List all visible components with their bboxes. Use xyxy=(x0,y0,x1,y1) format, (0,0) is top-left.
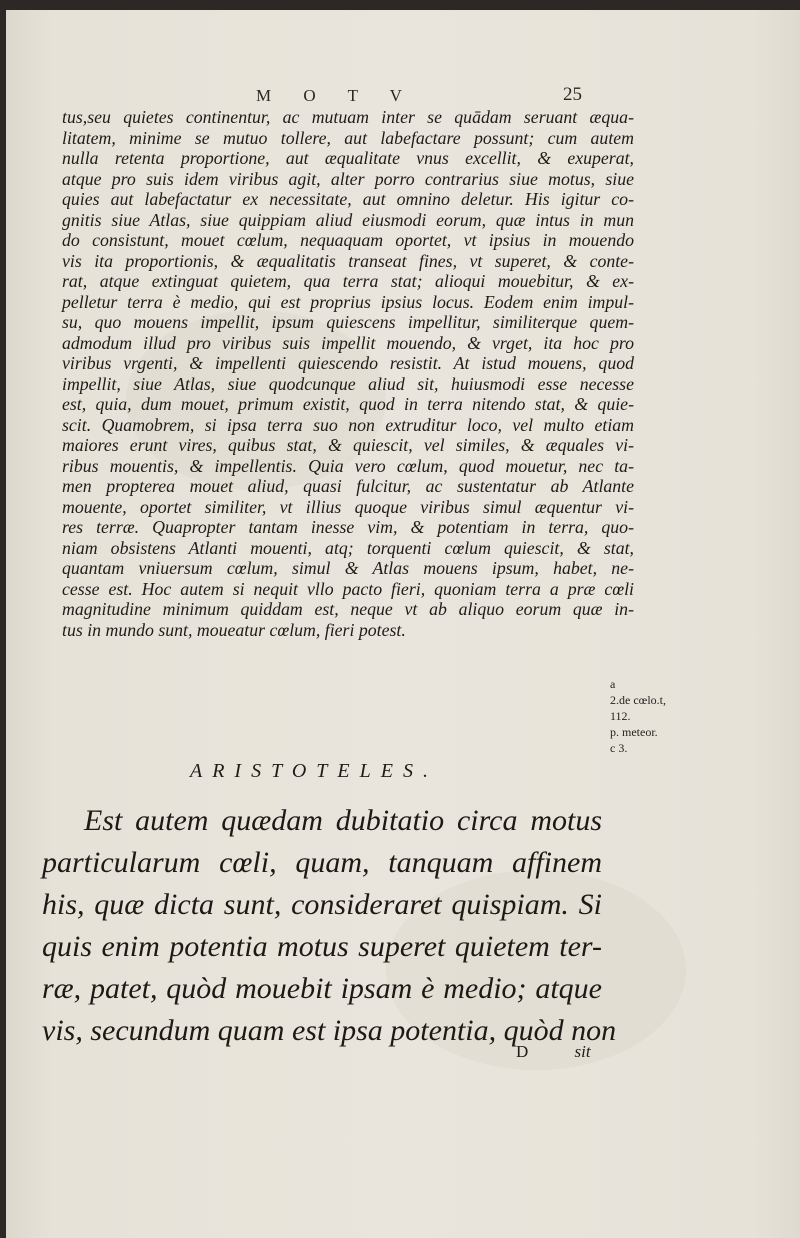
text-line: quis enim potentia motus superet quietem ter- xyxy=(42,930,602,963)
book-page xyxy=(6,10,800,1238)
commentary-line: tus in mundo sunt, moueatur cœlum, fieri potest. xyxy=(62,619,406,640)
commentary-line: gnitis siue Atlas, siue quippiam aliud eiusmodi eorum, quæ intus in mun xyxy=(62,209,634,230)
margin-note-line: p. meteor. xyxy=(610,725,658,739)
text-line: ræ, patet, quòd mouebit ipsam è medio; atque xyxy=(42,972,602,1005)
commentary-line: quies aut labefactatur ex necessitate, aut omnino deletur. His igitur co- xyxy=(62,189,634,209)
commentary-line: mouente, oportet similiter, vt illius quoque viribus simul æquentur vi- xyxy=(62,496,634,517)
text-line: vis, secundum quam est ipsa potentia, quòd non xyxy=(42,1014,617,1047)
commentary-line: nulla retenta proportione, aut æqualitate vnus excellit, & exuperat, xyxy=(62,148,634,168)
margin-note xyxy=(610,676,698,756)
commentary-line: niam obsistens Atlanti mouenti, atq; torquenti cœlum quiescit, & stat, xyxy=(62,537,634,558)
text-line: Est autem quædam dubitatio circa motus xyxy=(84,804,602,837)
margin-note-line: a xyxy=(610,677,616,691)
commentary-line: res terræ. Quapropter tantam inesse vim, & potentiam in terra, quo- xyxy=(62,517,634,537)
margin-note-line: 2.de cœlo.t, xyxy=(610,693,666,707)
commentary-line: impellit, siue Atlas, siue quodcunque aliud sit, huiusmodi esse necesse xyxy=(62,373,634,394)
commentary-line: vis ita proportionis, & æqualitatis transeat fines, vt superet, & conte- xyxy=(62,250,634,271)
commentary-line: scit. Quamobrem, si ipsa terra suo non extruditur loco, vel multo etiam xyxy=(62,414,634,435)
commentary-line: men propterea mouet aliud, quasi fulcitur, ac sustentatur ab Atlante xyxy=(62,476,634,496)
commentary-line: quantam vniuersum cœlum, simul & Atlas mouens ipsum, habet, ne- xyxy=(62,558,634,578)
commentary-line: rat, atque extinguat quietem, qua terra stat; alioqui mouebitur, & ex- xyxy=(62,271,634,291)
margin-note-line: c 3. xyxy=(610,741,628,755)
text-line: particularum cœli, quam, tanquam affinem xyxy=(42,846,602,879)
running-head: M O T V xyxy=(256,86,416,105)
commentary-line: cesse est. Hoc autem si nequit vllo pacto fieri, quoniam terra a præ cœli xyxy=(62,578,634,599)
catchword-line xyxy=(516,1042,591,1062)
signature-mark: D xyxy=(516,1042,529,1061)
commentary-text xyxy=(62,107,634,640)
text-line: his, quæ dicta sunt, consideraret quispiam. Si xyxy=(42,888,602,921)
commentary-line: pelletur terra è medio, qui est proprius ipsius locus. Eodem enim impul- xyxy=(62,291,634,312)
commentary-line: ribus mouentis, & impellentis. Quia vero cœlum, quod mouetur, nec ta- xyxy=(62,455,634,476)
catchword: sit xyxy=(574,1042,591,1061)
commentary-line: atque pro suis idem viribus agit, alter porro contrarius siue motus, siue xyxy=(62,168,634,189)
commentary-line: admodum illud pro viribus suis impellit mouendo, & vrget, ita hoc pro xyxy=(62,332,634,353)
commentary-line: maiores erunt vires, quibus stat, & quiescit, vel similes, & æquales vi- xyxy=(62,435,634,455)
page-number: 25 xyxy=(563,84,582,105)
commentary-line: su, quo mouens impellit, ipsum quiescens impellitur, similiterque quem- xyxy=(62,312,634,332)
aristotle-text xyxy=(42,800,617,1052)
commentary-line: est, quia, dum mouet, primum existit, quod in terra nitendo stat, & quie- xyxy=(62,394,634,414)
margin-note-line: 112. xyxy=(610,709,631,723)
commentary-line: viribus vrgenti, & impellenti quiescendo resistit. At istud mouens, quod xyxy=(62,353,634,373)
commentary-line: tus,seu quietes continentur, ac mutuam inter se quādam seruant æqua- xyxy=(62,107,634,127)
commentary-line: do consistunt, mouet cœlum, nequaquam oportet, vt ipsius in mouendo xyxy=(62,230,634,250)
speaker-heading: ARISTOTELES. xyxy=(190,760,438,782)
commentary-line: litatem, minime se mutuo tollere, aut labefactare possunt; cum autem xyxy=(62,127,634,148)
commentary-line: magnitudine minimum quiddam est, neque vt ab aliquo eorum quæ in- xyxy=(62,599,634,619)
